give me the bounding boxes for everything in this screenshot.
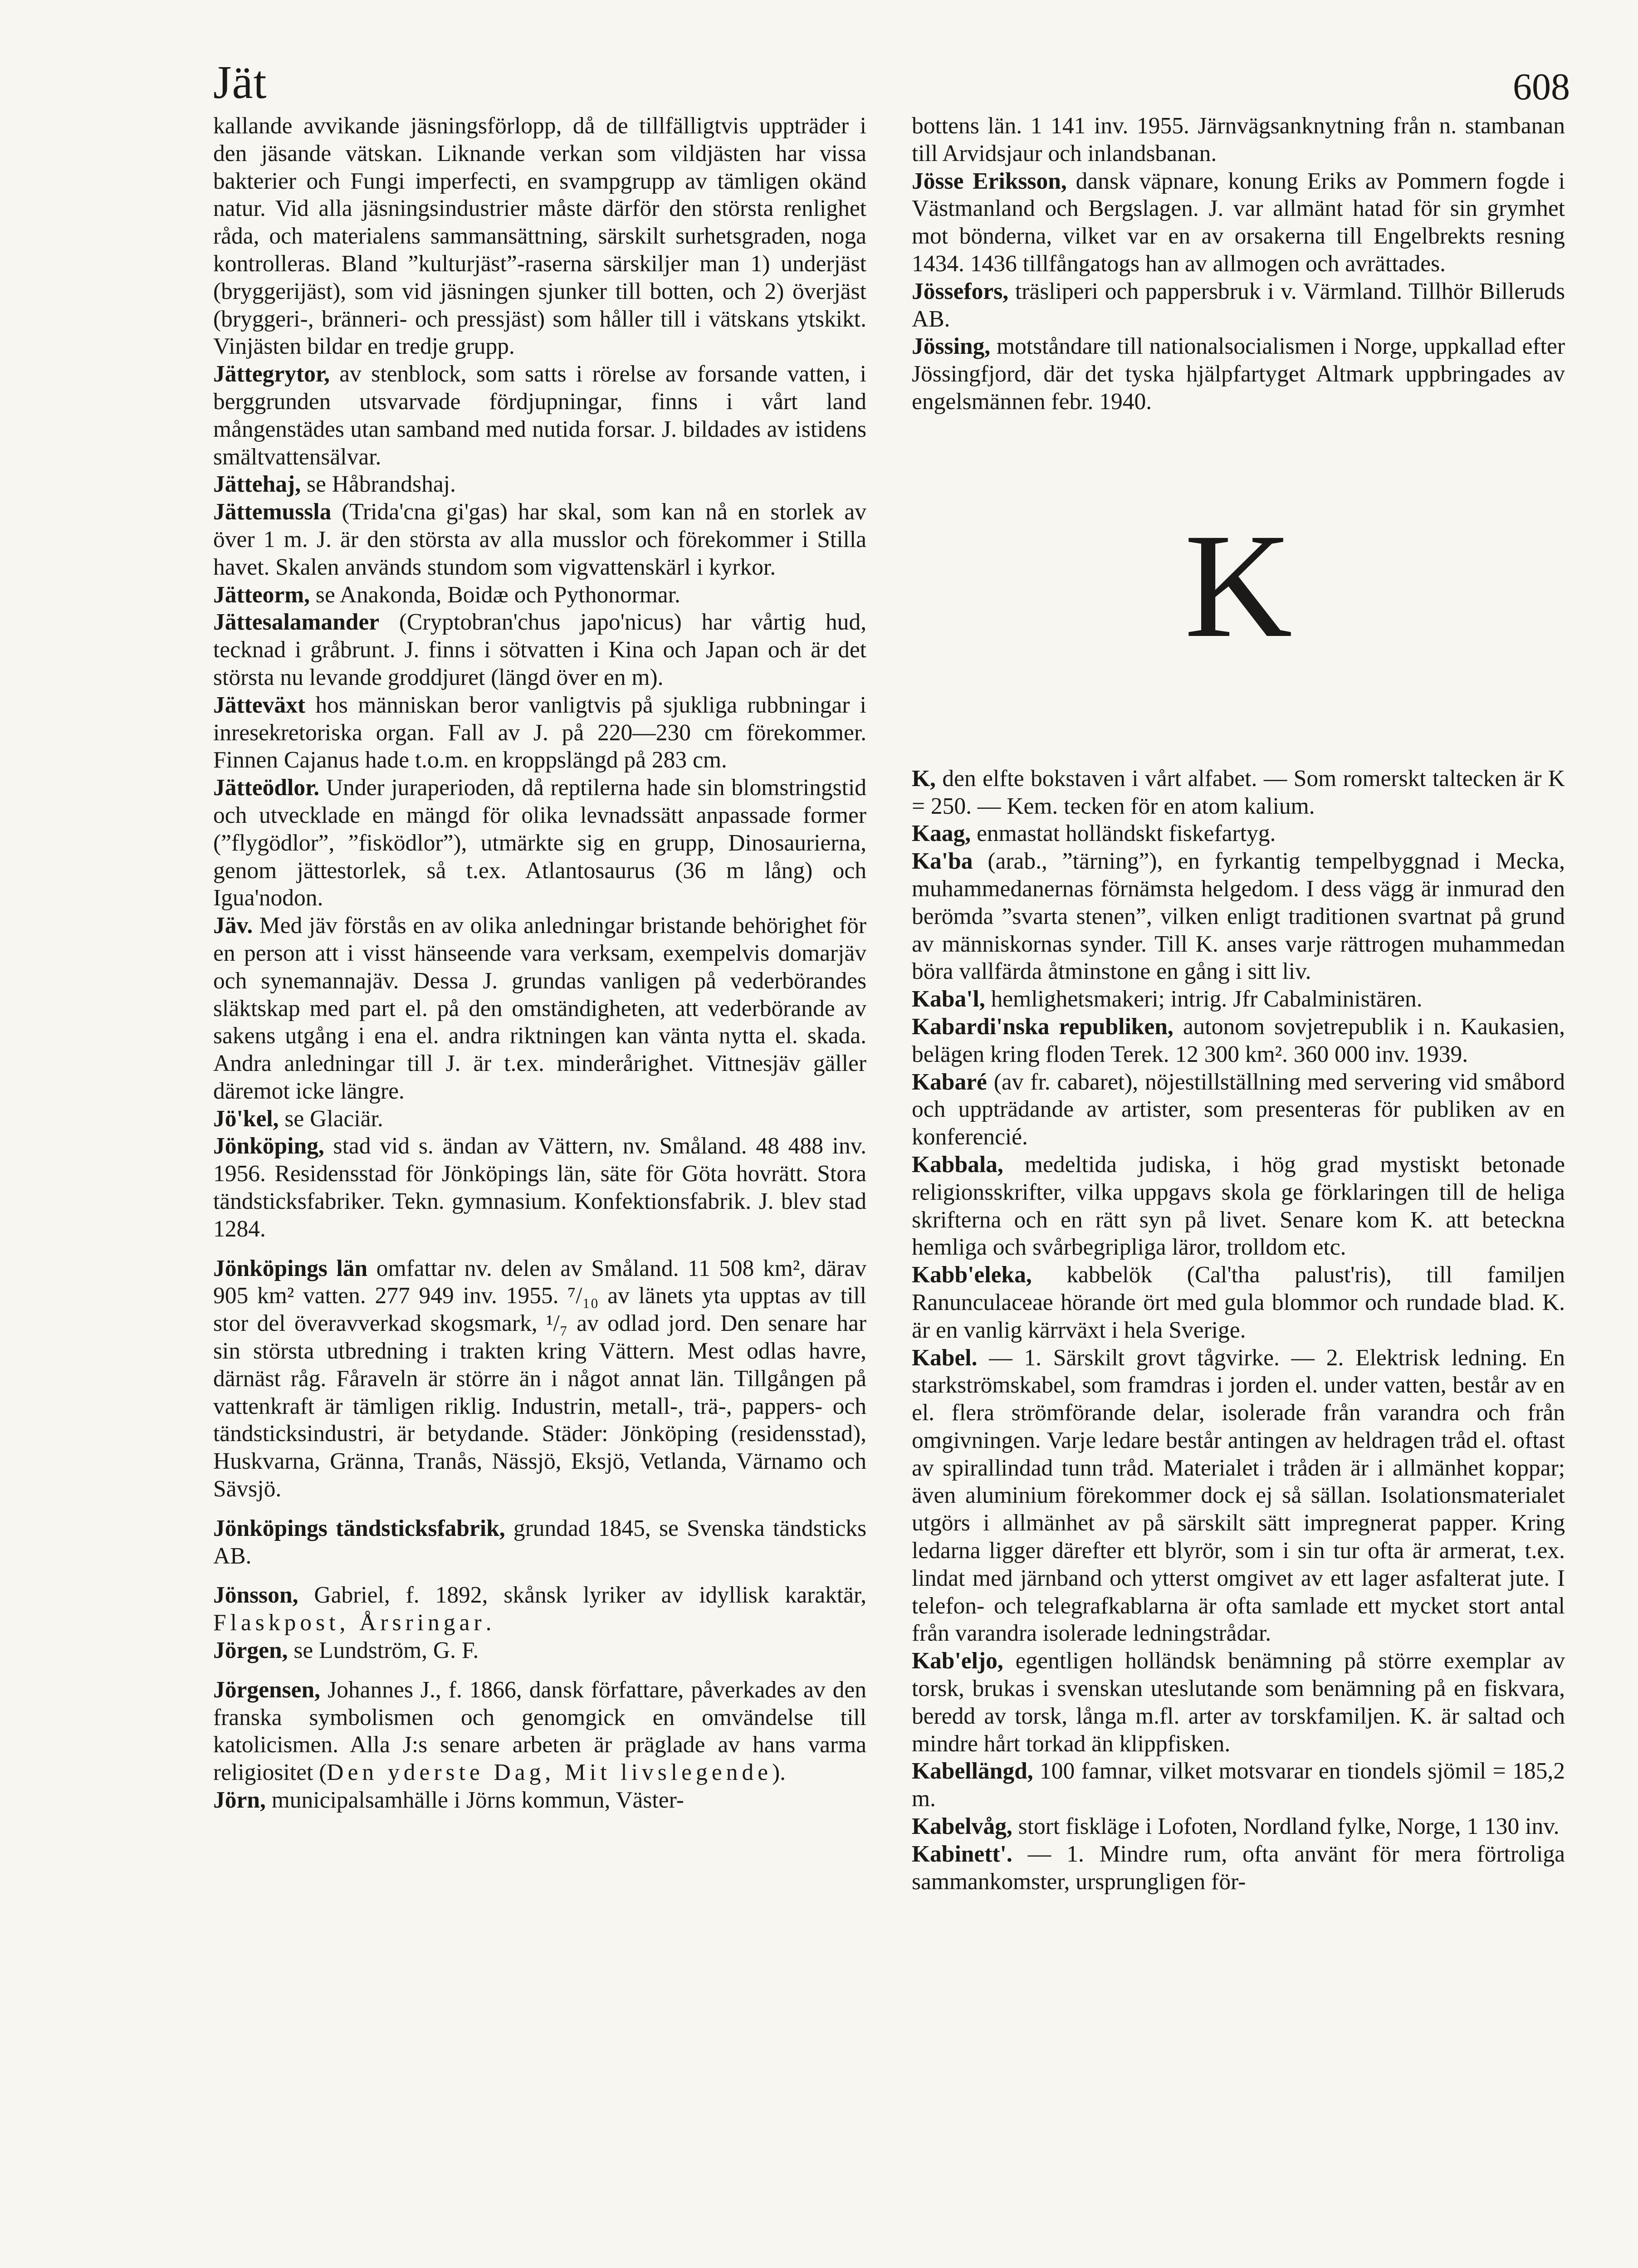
entry-text: Med jäv förstås en av olika anledningar bristande behörighet för en person att i visst hänseende vara verksam, exempelvis domarjäv och synemannajäv. Dessa J. grundas vanligen på vederbörandes släktskap med part el. på den omständigheten, att vederbörande av sakens utgång i ena el. andra riktningen kan vänta nytta el. skada. Andra anledningar till J. är t.ex. minderårighet. Vittnesjäv gäller däremot icke längre.: [213, 913, 866, 1104]
entry-text: municipalsamhälle i Jörns kommun, Väster-: [265, 1787, 684, 1813]
right-column-top-entries: [912, 112, 1565, 416]
entry-text: se Anakonda, Boidæ och Pythonormar.: [310, 582, 680, 608]
entry-text: egentligen holländsk benämning på större exemplar av torsk, brukas i svenskan uteslutande som benämning på en fiskvara, beredd av torsk, långa m.fl. arter av torskfamiljen. K. är saltad och mindre hårt torkad än klippfisken.: [912, 1648, 1565, 1757]
entry-text: medeltida judiska, i hög grad mystiskt betonade religionsskrifter, vilka uppgavs skola ge förklaringen till de heliga skrifterna och en rätt syn på livet. Senare kom K. att beteckna hemliga och svårbegripliga läror, trolldom etc.: [912, 1151, 1565, 1261]
entry-headword: Jö'kel,: [213, 1105, 279, 1132]
entry-text: hemlighetsmakeri; intrig. Jfr Cabalministären.: [985, 986, 1423, 1012]
entry-spaced-title: Den yderste Dag, Mit livslegende: [327, 1760, 772, 1786]
entry-headword: Jättesalamander: [213, 609, 380, 635]
entry-headword: Jättehaj,: [213, 471, 301, 498]
dictionary-entry: [912, 1151, 1565, 1261]
entry-headword: Jörgensen,: [213, 1677, 321, 1703]
dictionary-entry: [912, 333, 1565, 415]
dictionary-entry: [213, 361, 866, 471]
dictionary-entry: [912, 820, 1565, 848]
entry-text: enmastat holländskt fiskefartyg.: [971, 821, 1276, 847]
entry-text: grundad 1845, se Svenska tändsticks AB.: [213, 1515, 866, 1569]
entry-headword: Jörn,: [213, 1787, 266, 1813]
dictionary-entry: [213, 499, 866, 581]
right-column: [912, 112, 1565, 1896]
page-number: 608: [1513, 66, 1570, 108]
section-letter: K: [1184, 503, 1293, 669]
dictionary-entry: [213, 1255, 866, 1503]
dictionary-entry: [912, 1344, 1565, 1648]
entry-spaced-title: Flaskpost, Årsringar: [213, 1610, 486, 1636]
entry-headword: Jönköpings län: [213, 1255, 368, 1281]
entry-headword: Kaag,: [912, 821, 971, 847]
entry-headword: Kabellängd,: [912, 1758, 1033, 1784]
dictionary-entry: [213, 471, 866, 499]
dictionary-entry: [213, 912, 866, 1105]
entry-headword: Kabelvåg,: [912, 1813, 1012, 1840]
entry-text: (arab., ”tärning”), en fyrkantig tempelbyggnad i Mecka, muhammedanernas förnämsta helgedom. I dess vägg är inmurad den berömda ”svarta stenen”, vilken enligt traditionen svartnat på grund av människornas synder. Till K. anses varje rättrogen muhammedan böra vallfärda åtminstone en gång i sitt liv.: [912, 848, 1565, 985]
entry-text: dansk väpnare, konung Eriks av Pommern fogde i Västmanland och Bergslagen. J. var allmänt hatad för sin grymhet mot bönderna, vilket var en av orsakerna till Engelbrekts resning 1434. 1436 tillfångatogs han av allmogen och avrättades.: [912, 168, 1565, 277]
entry-headword: Jätteorm,: [213, 582, 310, 608]
dictionary-entry: [213, 1787, 866, 1814]
entry-text: stort fiskläge i Lofoten, Nordland fylke, Norge, 1 130 inv.: [1012, 1813, 1560, 1840]
entry-text: den elfte bokstaven i vårt alfabet. — Som romerskt taltecken är K = 250. — Kem. tecken för en atom kalium.: [912, 765, 1565, 819]
entry-headword: Kabbala,: [912, 1151, 1003, 1178]
dictionary-entry: [213, 1677, 866, 1787]
entry-text: omfattar nv. delen av Småland. 11 508 km², därav 905 km² vatten. 277 949 inv. 1955. ⁷/₁₀ av länets yta upptas av till stor del överavverkad skogsmark, ¹/₇ av odlad jord. Den senare har sin största utbredning i trakten kring Vättern. Mest odlas havre, därnäst råg. Fåraveln är större än i något annat län. Tillgången på vattenkraft är tämligen riklig. Industrin, metall-, trä-, pappers- och tändsticksindustri, är betydande. Städer: Jönköping (residensstad), Huskvarna, Gränna, Tranås, Nässjö, Eksjö, Vetlanda, Värnamo och Sävsjö.: [213, 1255, 866, 1502]
entry-headword: Jäv.: [213, 913, 253, 939]
entry-text: (Cryptobran'chus japo'nicus) har vårtig hud, tecknad i gråbrunt. J. finns i sötvatten i Kina och Japan och är det största nu levande groddjuret (längd över en m).: [213, 609, 866, 690]
entry-headword: Jättemussla: [213, 499, 332, 525]
dictionary-entry: [213, 582, 866, 609]
dictionary-entry: [213, 1133, 866, 1243]
entry-text: (Trida'cna gi'gas) har skal, som kan nå en storlek av över 1 m. J. är den största av alla musslor och förekommer i Stilla havet. Skalen används stundom som vigvattenskärl i kyrkor.: [213, 499, 866, 580]
entry-text: hos människan beror vanligtvis på sjukliga rubbningar i inresekretoriska organ. Fall av J. på 220—230 cm förekommer. Finnen Cajanus hade t.o.m. en kroppslängd på 283 cm.: [213, 692, 866, 773]
entry-headword: K,: [912, 765, 936, 792]
dictionary-entry: [912, 1261, 1565, 1344]
entry-headword: Kabaré: [912, 1069, 987, 1095]
dictionary-entry: [912, 1813, 1565, 1841]
entry-headword: Jätteväxt: [213, 692, 306, 718]
dictionary-entry: [912, 1013, 1565, 1069]
dictionary-entry: [213, 692, 866, 774]
entry-text: se Håbrandshaj.: [301, 471, 456, 498]
dictionary-entry: [912, 848, 1565, 986]
entry-text: av stenblock, som satts i rörelse av forsande vatten, i berggrunden utsvarvade fördjupningar, finns i vårt land mångenstädes utan samband med nutida forsar. J. bildades av istidens smältvattensälvar.: [213, 361, 866, 470]
entry-headword: Jössefors,: [912, 278, 1009, 304]
dictionary-entry: [912, 765, 1565, 821]
dictionary-entry: [213, 609, 866, 691]
dictionary-entry: [213, 1637, 866, 1665]
running-head-word: Jät: [213, 56, 267, 108]
dictionary-entry: [213, 1515, 866, 1570]
entry-text: stad vid s. ändan av Vättern, nv. Småland. 48 488 inv. 1956. Residensstad för Jönköpings län, säte för Göta hovrätt. Stora tändsticksfabriker. Tekn. gymnasium. Konfektionsfabrik. J. blev stad 1284.: [213, 1133, 866, 1242]
dictionary-entry: [213, 112, 866, 361]
dictionary-entry: [912, 1647, 1565, 1758]
entry-headword: Jönsson,: [213, 1582, 298, 1608]
entry-headword: Ka'ba: [912, 848, 973, 875]
entry-text: se Glaciär.: [279, 1105, 383, 1132]
entry-text: 100 famnar, vilket motsvarar en tiondels sjömil = 185,2 m.: [912, 1758, 1565, 1812]
right-column-bottom-entries: [912, 765, 1565, 1896]
entry-text: träsliperi och pappersbruk i v. Värmland. Tillhör Billeruds AB.: [912, 278, 1565, 332]
dictionary-entry: [912, 168, 1565, 278]
entry-headword: Kabel.: [912, 1344, 978, 1371]
entry-text: — 1. Mindre rum, ofta använt för mera förtroliga sammankomster, ursprungligen för-: [912, 1841, 1565, 1895]
entry-headword: Kaba'l,: [912, 986, 985, 1012]
entry-text: autonom sovjetrepublik i n. Kaukasien, belägen kring floden Terek. 12 300 km². 360 000 inv. 1939.: [912, 1013, 1565, 1067]
entry-text: bottens län. 1 141 inv. 1955. Järnvägsanknytning från n. stambanan till Arvidsjaur och inlandsbanan.: [912, 113, 1565, 166]
entry-text: Gabriel, f. 1892, skånsk lyriker av idyllisk karaktär,: [298, 1582, 866, 1608]
entry-headword: Jätteödlor.: [213, 775, 320, 801]
dictionary-entry: [912, 1069, 1565, 1151]
dictionary-entry: [912, 112, 1565, 168]
dictionary-entry: [213, 1105, 866, 1133]
entry-headword: Jörgen,: [213, 1637, 288, 1664]
entry-headword: Kab'eljo,: [912, 1648, 1003, 1674]
dictionary-entry: [912, 278, 1565, 333]
entry-headword: Jönköpings tändsticksfabrik,: [213, 1515, 505, 1541]
entry-text: se Lundström, G. F.: [288, 1637, 479, 1664]
entry-text-end: ).: [772, 1760, 786, 1786]
dictionary-entry: [213, 774, 866, 912]
entry-text: Under juraperioden, då reptilerna hade sin blomstringstid och utvecklade en mängd för olika levnadssätt anpassade former (”flygödlor”, ”fisködlor”), utmärkte sig en grupp, Dinosaurierna, genom jättestorlek, så t.ex. Atlantosaurus (36 m lång) och Igua'nodon.: [213, 775, 866, 911]
entry-text: (av fr. cabaret), nöjestillställning med servering vid småbord och uppträdande av artister, som presenteras för publiken av en konferencié.: [912, 1069, 1565, 1150]
dictionary-entry: [912, 1841, 1565, 1896]
dictionary-entry: [912, 1758, 1565, 1813]
left-column: [213, 112, 866, 1814]
dictionary-entry: [912, 986, 1565, 1013]
entry-headword: Jättegrytor,: [213, 361, 330, 387]
entry-headword: Kabardi'nska republiken,: [912, 1013, 1173, 1040]
entry-headword: Jösse Eriksson,: [912, 168, 1067, 194]
entry-headword: Jönköping,: [213, 1133, 324, 1159]
entry-text: kallande avvikande jäsningsförlopp, då de tillfälligtvis uppträder i den jäsande vätskan. Liknande verkan som vildjästen har vissa bakterier och Fungi imperfecti, en svampgrupp av tämligen okänd natur. Vid alla jäsningsindustrier måste därför den största renlighet råda, och materialens sammansättning, särskilt surhetsgraden, noga kontrolleras. Bland ”kulturjäst”-raserna särskiljer man 1) underjäst (bryggerijäst), som vid jäsningen sjunker till botten, och 2) överjäst (bryggeri-, bränneri- och pressjäst) som håller till i vätskans ytskikt. Vinjästen bildar en tredje grupp.: [213, 113, 866, 360]
entry-headword: Kabb'eleka,: [912, 1262, 1032, 1288]
dictionary-entry: [213, 1582, 866, 1637]
entry-headword: Jössing,: [912, 333, 991, 360]
entry-headword: Kabinett'.: [912, 1841, 1012, 1867]
entry-text: motståndare till nationalsocialismen i Norge, uppkallad efter Jössingfjord, där det tyska hjälpfartyget Altmark uppbringades av engelsmännen febr. 1940.: [912, 333, 1565, 415]
entry-text-end: .: [485, 1610, 492, 1636]
entry-text: — 1. Särskilt grovt tågvirke. — 2. Elektrisk ledning. En starkströmskabel, som framdras i jorden el. under vatten, består av en el. flera strömförande delar, isolerade från varandra och från omgivningen. Varje ledare består antingen av heldragen tråd el. oftast av spirallindad tunn tråd. Materialet i tråden är i allmänhet koppar; även aluminium förekommer dock ej så sällan. Isolationsmaterialet utgörs i allmänhet av på särskilt sätt impregnerat papper. Kring ledarna ligger därefter ett blyrör, som i sin tur ofta är armerat, t.ex. lindat med järnband och ytterst omgivet av ett lager asfalterat jute. I telefon- och telegrafkablarna är ofta samlade ett mycket stort antal från varandra isolerade ledningstrådar.: [912, 1344, 1565, 1647]
entry-text: kabbelök (Cal'tha palust'ris), till familjen Ranunculaceae hörande ört med gula blommor och rundade blad. K. är en vanlig kärrväxt i hela Sverige.: [912, 1262, 1565, 1343]
entry-text: Johannes J., f. 1866, dansk författare, påverkades av den franska symbolismen och genomgick en omvändelse till katolicismen. Alla J:s senare arbeten är präglade av hans varma religiositet (: [213, 1677, 866, 1786]
